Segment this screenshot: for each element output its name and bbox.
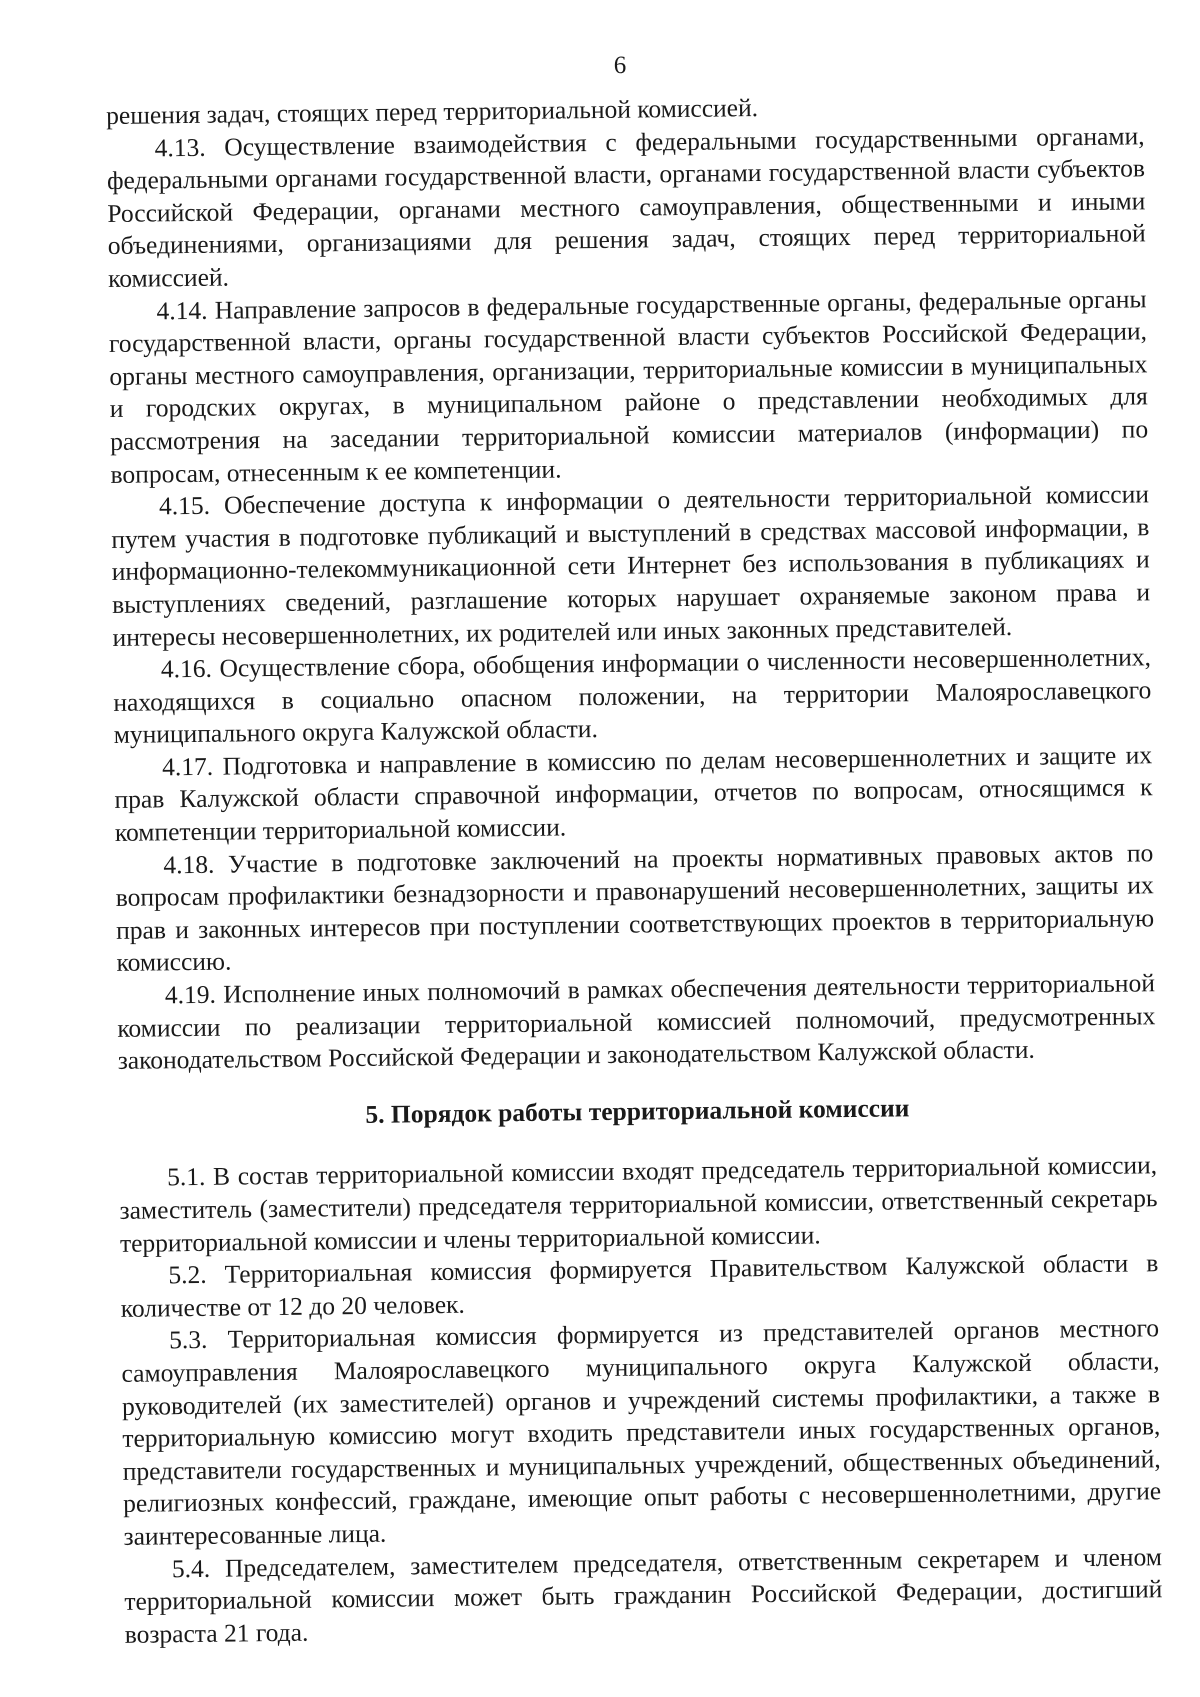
- paragraph-5-1: 5.1. В состав территориальной комиссии входят председатель территориальной комиссии, заместитель (заместители) председателя территориальной комиссии, ответственный секретарь территориальной комиссии и члены территориальной комиссии.: [119, 1150, 1158, 1258]
- paragraph-4-14: 4.14. Направление запросов в федеральные государственные органы, федеральные органы государственной власти, органы государственной власти субъектов Российской Федерации, органы местного самоуправления, организации, территориальные комиссии в муниципальных и городских округах, в муниципальном районе о представлении необходимых для рассмотрения на заседании территориальной комиссии материалов (информации) по вопросам, отнесенным к ее компетенции.: [108, 283, 1149, 489]
- document-body: [106, 87, 1163, 1651]
- page-number: 6: [613, 52, 627, 79]
- paragraph-4-15: 4.15. Обеспечение доступа к информации о деятельности территориальной комиссии путем участия в подготовке публикаций и выступлений в средствах массовой информации, в информационно-телекоммуникационной сети Интернет без использования в публикациях и выступлениях сведений, разглашение которых нарушает охраняемые законом права и интересы несовершеннолетних, их родителей или иных законных представителей.: [111, 479, 1151, 652]
- paragraph-4-13: 4.13. Осуществление взаимодействия с федеральными государственными органами, федеральными органами государственной власти, органами государственной власти субъектов Российской Федерации, органами местного самоуправления, общественными и иными объединениями, организациями для решения задач, стоящих перед территориальной комиссией.: [106, 120, 1146, 293]
- paragraph-5-4: 5.4. Председателем, заместителем председателя, ответственным секретарем и членом территориальной комиссии может быть гражданин Российской Федерации, достигший возраста 21 года.: [124, 1541, 1163, 1649]
- paragraph-4-18: 4.18. Участие в подготовке заключений на проекты нормативных правовых актов по вопросам профилактики безнадзорности и правонарушений несовершеннолетних, защиты их прав и законных интересов при поступлении соответствующих проектов в территориальную комиссию.: [115, 837, 1155, 978]
- paragraph-4-19: 4.19. Исполнение иных полномочий в рамках обеспечения деятельности территориальной комиссии по реализации территориальной комиссией полномочий, предусмотренных законодательством Российской Федерации и законодательством Калужской области.: [117, 968, 1156, 1076]
- paragraph-continuation: решения задач, стоящих перед территориальной комиссией.: [106, 93, 759, 130]
- paragraph-5-3: 5.3. Территориальная комиссия формируется из представителей органов местного самоуправления Малоярославецкого муниципального округа Калужской области, руководителей (их заместителей) органов и учреждений системы профилактики, а также в территориальную комиссию могут входить представители иных государственных органов, представители государственных и муниципальных учреждений, общественных объединений, религиозных конфессий, граждане, имеющие опыт работы с несовершеннолетними, другие заинтересованные лица.: [121, 1313, 1162, 1551]
- paragraph-5-2: 5.2. Территориальная комиссия формируется Правительством Калужской области в количестве от 12 до 20 человек.: [120, 1248, 1159, 1323]
- section-heading: 5. Порядок работы территориальной комиссии: [365, 1093, 910, 1129]
- paragraph-4-17: 4.17. Подготовка и направление в комиссию по делам несовершеннолетних и защите их прав Калужской области справочной информации, отчетов по вопросам, относящимся к компетенции территориальной комиссии.: [114, 740, 1153, 848]
- paragraph-4-16: 4.16. Осуществление сбора, обобщения информации о численности несовершеннолетних, находящихся в социально опасном положении, на территории Малоярославецкого муниципального округа Калужской области.: [113, 642, 1152, 750]
